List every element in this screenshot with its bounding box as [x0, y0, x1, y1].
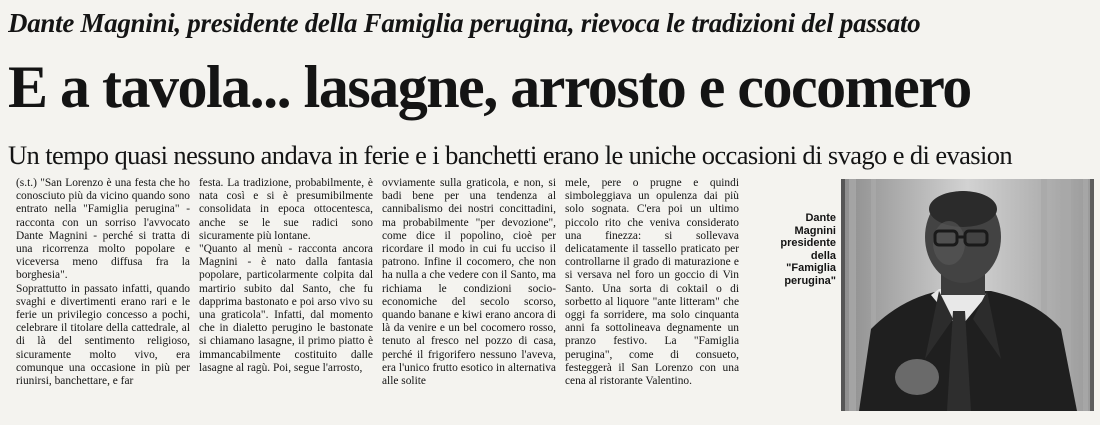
article-column-3: [382, 177, 556, 421]
paragraph: "Quanto al menù - racconta ancora Magnini - è nato dalla fantasia popolare, particolarmente colpita dal martirio subito dal Santo, che fu dapprima bastonato e poi arso vivo su una graticola". Infatti, dal momento che in dialetto perugino le bastonate si chiamano lasagne, il primo piatto è immancabilmente costituito dalle lasagne al ragù. Poi, segue l'arrosto,: [199, 243, 373, 374]
caption-line: Dante: [805, 212, 836, 224]
caption-line: Magnini: [794, 224, 836, 237]
subheadline: Un tempo quasi nessuno andava in ferie e i banchetti erano le uniche occasioni di svago e di evasion: [8, 140, 1013, 170]
article-column-2: [199, 177, 373, 421]
caption-line: della: [810, 249, 836, 262]
article-body: [16, 177, 746, 421]
paragraph: festa. La tradizione, probabilmente, è nata così e si è presumibilmente consolidata in epoca ottocentesca, anche se le sue radici sono sicuramente più lontane.: [199, 177, 373, 242]
portrait-photo-graphic: [841, 179, 1094, 411]
paragraph: Soprattutto in passato infatti, quando svaghi e divertimenti erano rari e le ferie un privilegio concesso a pochi, celebrare il titolare della cattedrale, al di là del sentimento religioso, sicuramente molto vivo, era comunque una occasione in più per riunirsi, banchettare, e far: [16, 282, 190, 388]
portrait-photo: [841, 179, 1094, 411]
paragraph: (s.t.) "San Lorenzo è una festa che ho conosciuto più da vicino quando sono entrato nella "Famiglia perugina" - racconta con un sorriso l'avvocato Dante Magnini - perché si tratta di una ricorrenza molto popolare e viceversa meno diffusa fra la borghesia".: [16, 177, 190, 282]
paragraph: mele, pere o prugne e quindi simboleggiava un opulenza dai più solo sognata. C'era poi un ultimo piccolo rito che veniva considerato una finezza: si sollevava delicatamente il tassello praticato per controllarne il grado di maturazione e si versava nel foro un goccio di Vin Santo. Una sorta di coktail o di sorbetto al liquore "ante litteram" che oggi fa sorridere, ma solo cinquanta anni fa sottolineava degnamente un pranzo festivo. La "Famiglia perugina", come di consueto, festeggerà il San Lorenzo con una cena al ristorante Valentino.: [565, 177, 739, 388]
paragraph: ovviamente sulla graticola, e non, si badi bene per una tendenza al cannibalismo dei nostri concittadini, ma probabilmente "per devozione", come dice il popolino, cioè per ricordare il modo in cui fu ucciso il patrono. Infine il cocomero, che non ha nulla a che vedere con il Santo, ma richiama le condizioni socio-economiche del secolo scorso, quando banane e kiwi erano ancora di là da venire e un bel cocomero rosso, tenuto al fresco nel pozzo di casa, perché il frigorifero nessuno l'aveva, era l'unico frutto esotico in alternativa alle solite: [382, 177, 556, 388]
caption-line: presidente: [780, 237, 836, 249]
headline: E a tavola... lasagne, arrosto e cocomero: [8, 54, 971, 120]
photo-caption: [756, 212, 836, 287]
article-column-1: [16, 177, 190, 421]
kicker-line: Dante Magnini, presidente della Famiglia perugina, rievoca le tradizioni del passato: [8, 8, 921, 38]
article-column-4: [565, 177, 739, 421]
caption-line: "Famiglia: [786, 262, 836, 274]
caption-line: perugina": [784, 274, 836, 287]
